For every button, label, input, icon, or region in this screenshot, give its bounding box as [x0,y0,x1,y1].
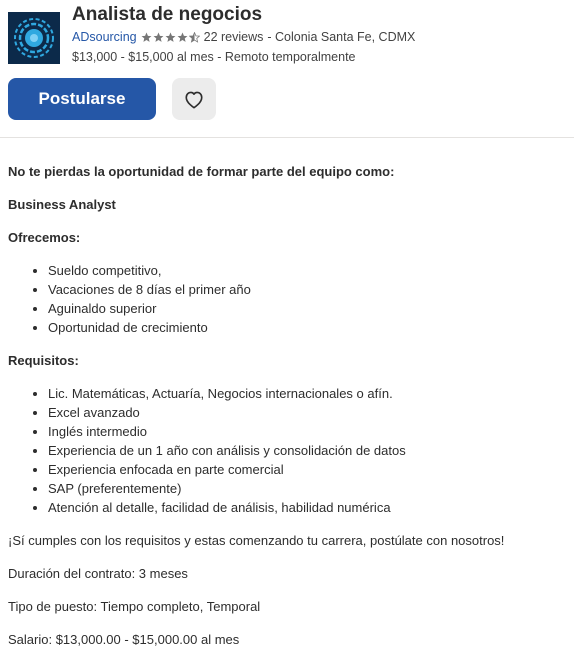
apply-button[interactable]: Postularse [8,78,156,120]
list-item: • Excel avanzado [48,403,568,422]
review-count[interactable]: 22 reviews [203,30,264,44]
requirements-list [8,384,568,517]
list-item: • Inglés intermedio [48,422,568,441]
star-icon [153,32,164,43]
company-logo-icon [8,12,60,64]
list-item: • Lic. Matemáticas, Actuaría, Negocios internacionales o afín. [48,384,568,403]
position-name: Business Analyst [8,197,116,212]
list-item: • Experiencia enfocada en parte comercial [48,460,568,479]
list-item: • SAP (preferentemente) [48,479,568,498]
job-header [0,0,574,138]
salary-summary: $13,000 - $15,000 al mes - Remoto temporalmente [72,50,356,64]
star-icon [177,32,188,43]
heart-icon [183,89,205,109]
star-icon [165,32,176,43]
intro-text: No te pierdas la oportunidad de formar parte del equipo como: [8,164,395,179]
list-item: • Experiencia de un 1 año con análisis y consolidación de datos [48,441,568,460]
location: - Colonia Santa Fe, CDMX [267,30,416,44]
star-icon [141,32,152,43]
company-link[interactable]: ADsourcing [72,30,137,44]
offer-list [8,261,568,337]
salary-detail: Salario: $13,000.00 - $15,000.00 al mes [8,632,240,647]
job-type: Tipo de puesto: Tiempo completo, Temporal [8,599,261,614]
rating-stars[interactable] [141,32,201,43]
contract-duration: Duración del contrato: 3 meses [8,566,188,581]
save-job-button[interactable] [172,78,216,120]
list-item: • Vacaciones de 8 días el primer año [48,280,568,299]
company-info-line [72,30,415,44]
requirements-heading: Requisitos: [8,353,79,368]
job-title: Analista de negocios [72,4,263,25]
list-item: • Aguinaldo superior [48,299,568,318]
list-item: • Sueldo competitivo, [48,261,568,280]
list-item: • Atención al detalle, facilidad de análisis, habilidad numérica [48,498,568,517]
job-description [8,162,568,663]
closing-text: ¡Sí cumples con los requisitos y estas comenzando tu carrera, postúlate con nosotros! [8,533,505,548]
offer-heading: Ofrecemos: [8,230,81,245]
half-star-icon [189,32,200,43]
list-item: • Oportunidad de crecimiento [48,318,568,337]
